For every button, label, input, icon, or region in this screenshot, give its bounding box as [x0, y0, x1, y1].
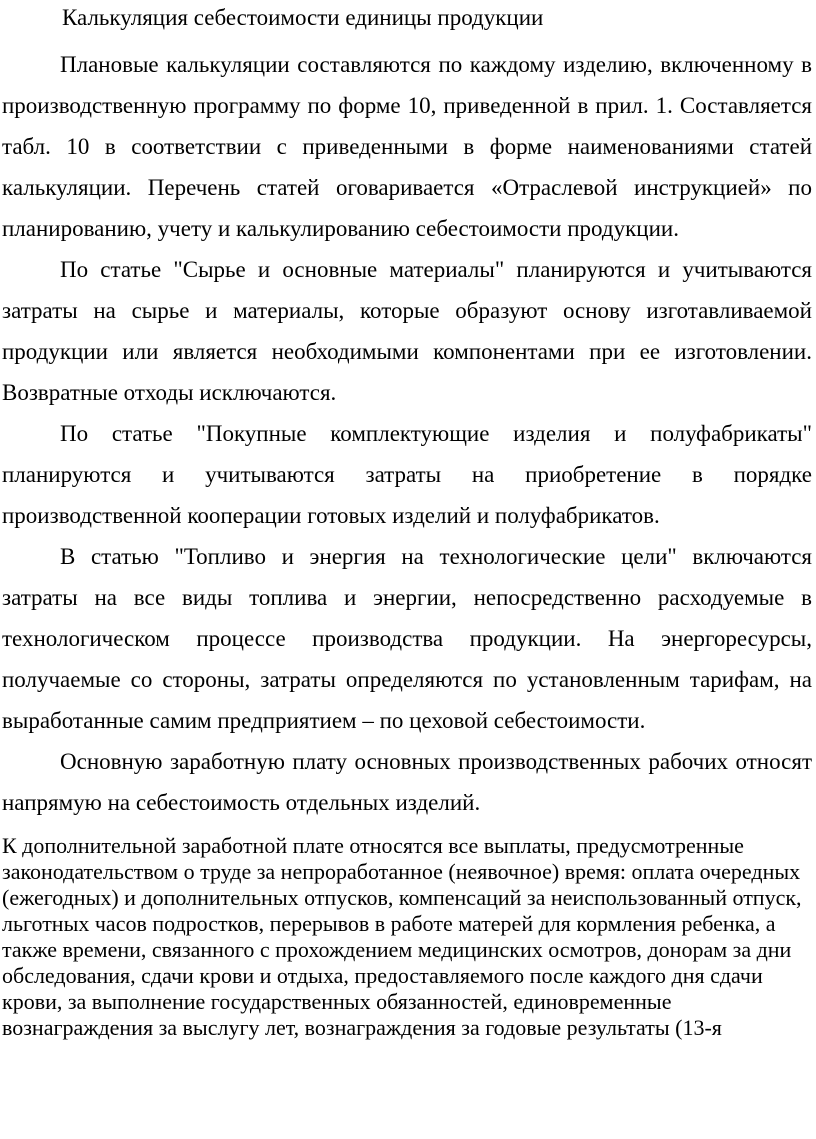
- paragraph-raw-materials: По статье "Сырье и основные материалы" планируются и учитываются затраты на сырье и материалы, которые образуют основу изготавливаемой продукции или является необходимыми компонентами при ее изготовлении. Возвратные отходы исключаются.: [2, 257, 812, 405]
- paragraph-additional-wages: К дополнительной заработной плате относятся все выплаты, предусмотренные законодательством о труде за непроработанное (неявочное) время: оплата очередных (ежегодных) и дополнительных отпусков, компенсаций за неиспользованный отпуск, льготных часов подростков, перерывов в работе матерей для кормления ребенка, а также времени, связанного с прохождением медицинских осмотров, донорам за дни обследования, сдачи крови и отдыха, предоставляемого после каждого дня сдачи крови, за выполнение государственных обязанностей, единовременные вознаграждения за выслугу лет, вознаграждения за годовые результаты (13-я: [2, 833, 802, 1040]
- document-title: Калькуляция себестоимости единицы продукции: [62, 5, 544, 30]
- paragraph-purchased-components: По статье "Покупные комплектующие изделия и полуфабрикаты" планируются и учитываются затраты на приобретение в порядке производственной кооперации готовых изделий и полуфабрикатов.: [2, 421, 812, 528]
- paragraph-basic-wages: Основную заработную плату основных производственных рабочих относят напрямую на себестоимость отдельных изделий.: [2, 749, 812, 815]
- paragraph-planned-calculations: Плановые калькуляции составляются по каждому изделию, включенному в производственную программу по форме 10, приведенной в прил. 1. Составляется табл. 10 в соответствии с приведенными в форме наименованиями статей калькуляции. Перечень статей оговаривается «Отраслевой инструкцией» по планированию, учету и калькулированию себестоимости продукции.: [2, 52, 812, 241]
- paragraph-fuel-energy: В статью "Топливо и энергия на технологические цели" включаются затраты на все виды топлива и энергии, непосредственно расходуемые в технологическом процессе производства продукции. На энергоресурсы, получаемые со стороны, затраты определяются по установленным тарифам, на выработанные самим предприятием – по цеховой себестоимости.: [2, 544, 812, 733]
